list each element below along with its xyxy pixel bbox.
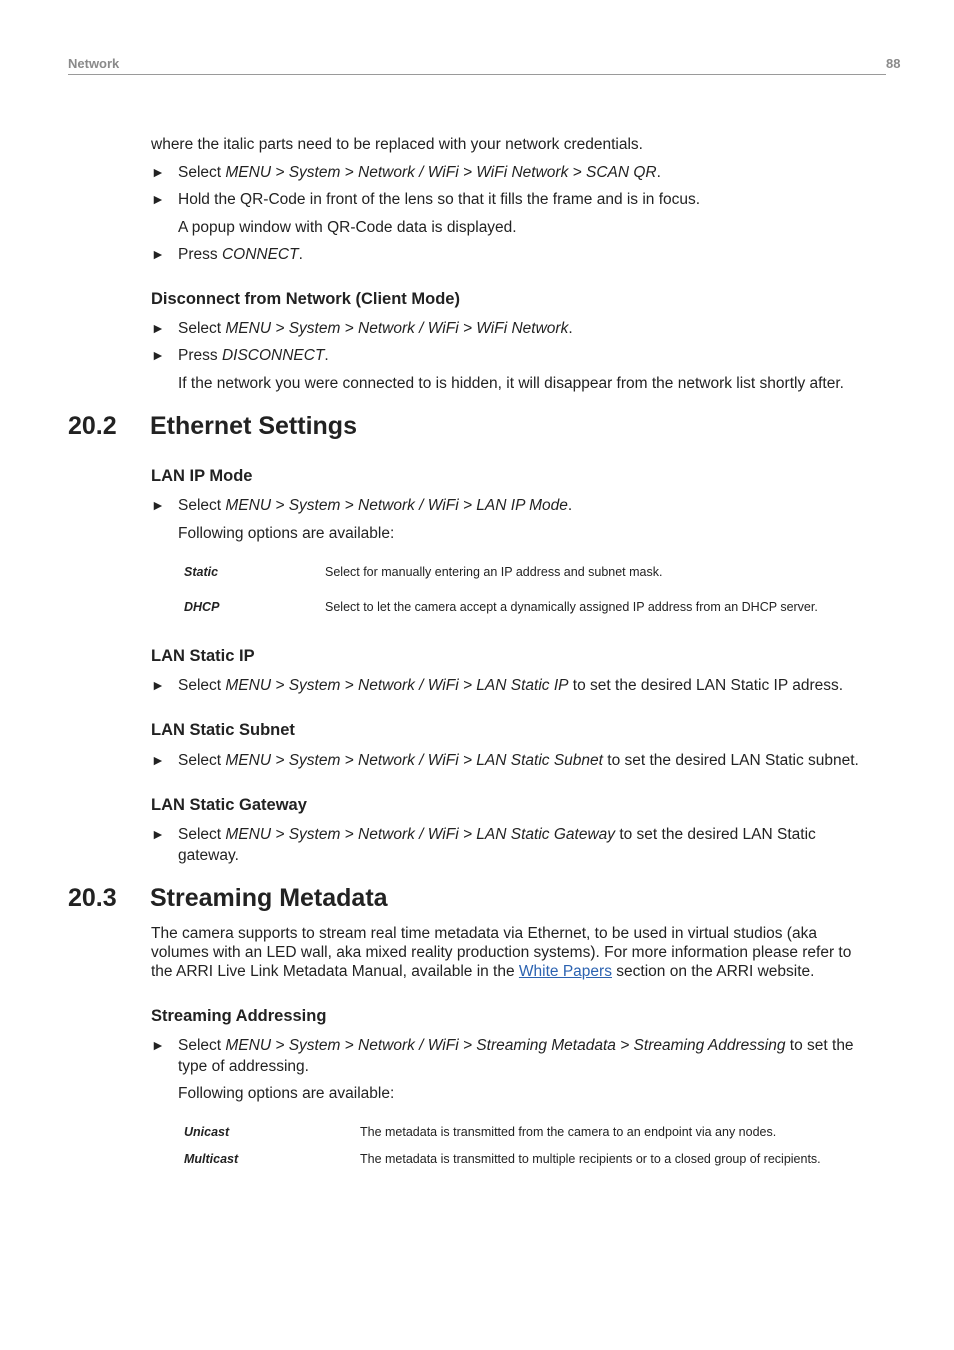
white-papers-link[interactable]: White Papers bbox=[518, 963, 612, 980]
step-text: Hold the QR-Code in front of the lens so that it fills the frame and is in focus. bbox=[178, 191, 701, 208]
step-text: Select MENU > System > Network / WiFi > LAN IP Mode. bbox=[178, 497, 573, 514]
option-description: Select to let the camera accept a dynamically assigned IP address from an DHCP server. bbox=[325, 600, 818, 614]
option-name: Unicast bbox=[184, 1125, 230, 1139]
options-intro: Following options are available: bbox=[178, 525, 395, 542]
intro-text: where the italic parts need to be replaced with your network credentials. bbox=[151, 136, 643, 153]
option-name: DHCP bbox=[184, 600, 220, 614]
bullet-icon: ► bbox=[151, 677, 165, 693]
subsection-title: Streaming Addressing bbox=[151, 1007, 327, 1025]
menu-path: MENU > System > Network / WiFi > Streaming Metadata > Streaming Addressing bbox=[225, 1037, 786, 1054]
subsection-title: Disconnect from Network (Client Mode) bbox=[151, 290, 460, 308]
subsection-title: LAN Static IP bbox=[151, 647, 255, 665]
step-text: Select MENU > System > Network / WiFi > Streaming Metadata > Streaming Addressing to set the bbox=[178, 1037, 854, 1054]
options-intro: Following options are available: bbox=[178, 1085, 395, 1102]
subsection-title: LAN Static Subnet bbox=[151, 721, 295, 739]
bullet-icon: ► bbox=[151, 497, 165, 513]
step-text: Select MENU > System > Network / WiFi > LAN Static Subnet to set the desired LAN Static subnet. bbox=[178, 752, 859, 769]
menu-path: MENU > System > Network / WiFi > LAN IP Mode bbox=[225, 497, 568, 514]
menu-path: MENU > System > Network / WiFi > WiFi Network > SCAN QR bbox=[225, 164, 657, 181]
bullet-icon: ► bbox=[151, 347, 165, 363]
paragraph-line: volumes with an LED wall, aka mixed reality production systems). For more information please refer to bbox=[151, 944, 852, 961]
paragraph-line: The camera supports to stream real time metadata via Ethernet, to be used in virtual studios (aka bbox=[151, 925, 817, 942]
bullet-icon: ► bbox=[151, 826, 165, 842]
bullet-icon: ► bbox=[151, 164, 165, 180]
menu-path: MENU > System > Network / WiFi > LAN Static Gateway bbox=[225, 826, 616, 843]
section-title: Streaming Metadata bbox=[150, 884, 388, 912]
step-text: Select MENU > System > Network / WiFi > LAN Static Gateway to set the desired LAN Static bbox=[178, 826, 816, 843]
subsection-title: LAN Static Gateway bbox=[151, 796, 307, 814]
step-text: Select MENU > System > Network / WiFi > WiFi Network > SCAN QR. bbox=[178, 164, 661, 181]
section-number: 20.3 bbox=[68, 884, 117, 912]
step-result: A popup window with QR-Code data is displayed. bbox=[178, 219, 517, 236]
option-name: Static bbox=[184, 565, 219, 579]
running-header-section: Network bbox=[68, 56, 120, 71]
section-title: Ethernet Settings bbox=[150, 412, 357, 440]
step-note: If the network you were connected to is hidden, it will disappear from the network list shortly after. bbox=[178, 375, 844, 392]
menu-path: DISCONNECT bbox=[221, 347, 325, 364]
menu-path: CONNECT bbox=[221, 246, 299, 263]
step-text-continued: gateway. bbox=[178, 847, 239, 864]
bullet-icon: ► bbox=[151, 246, 165, 262]
subsection-title: LAN IP Mode bbox=[151, 467, 253, 485]
bullet-icon: ► bbox=[151, 752, 165, 768]
step-text: Select MENU > System > Network / WiFi > LAN Static IP to set the desired LAN Static IP adress. bbox=[178, 677, 844, 694]
step-text: Press CONNECT. bbox=[178, 246, 303, 263]
menu-path: MENU > System > Network / WiFi > LAN Static IP bbox=[225, 677, 569, 694]
option-description: The metadata is transmitted from the camera to an endpoint via any nodes. bbox=[360, 1125, 777, 1139]
step-text-continued: type of addressing. bbox=[178, 1058, 309, 1075]
header-divider bbox=[68, 74, 886, 75]
bullet-icon: ► bbox=[151, 191, 165, 207]
bullet-icon: ► bbox=[151, 320, 165, 336]
section-number: 20.2 bbox=[68, 412, 117, 440]
step-text: Select MENU > System > Network / WiFi > WiFi Network. bbox=[178, 320, 573, 337]
option-name: Multicast bbox=[184, 1152, 239, 1166]
option-description: The metadata is transmitted to multiple recipients or to a closed group of recipients. bbox=[360, 1152, 821, 1166]
option-description: Select for manually entering an IP address and subnet mask. bbox=[325, 565, 663, 579]
menu-path: MENU > System > Network / WiFi > WiFi Network bbox=[225, 320, 569, 337]
menu-path: MENU > System > Network / WiFi > LAN Static Subnet bbox=[225, 752, 603, 769]
page-number: 88 bbox=[886, 56, 901, 71]
step-text: Press DISCONNECT. bbox=[178, 347, 329, 364]
bullet-icon: ► bbox=[151, 1037, 165, 1053]
paragraph-line: the ARRI Live Link Metadata Manual, available in the White Papers section on the ARRI website. bbox=[151, 963, 815, 980]
